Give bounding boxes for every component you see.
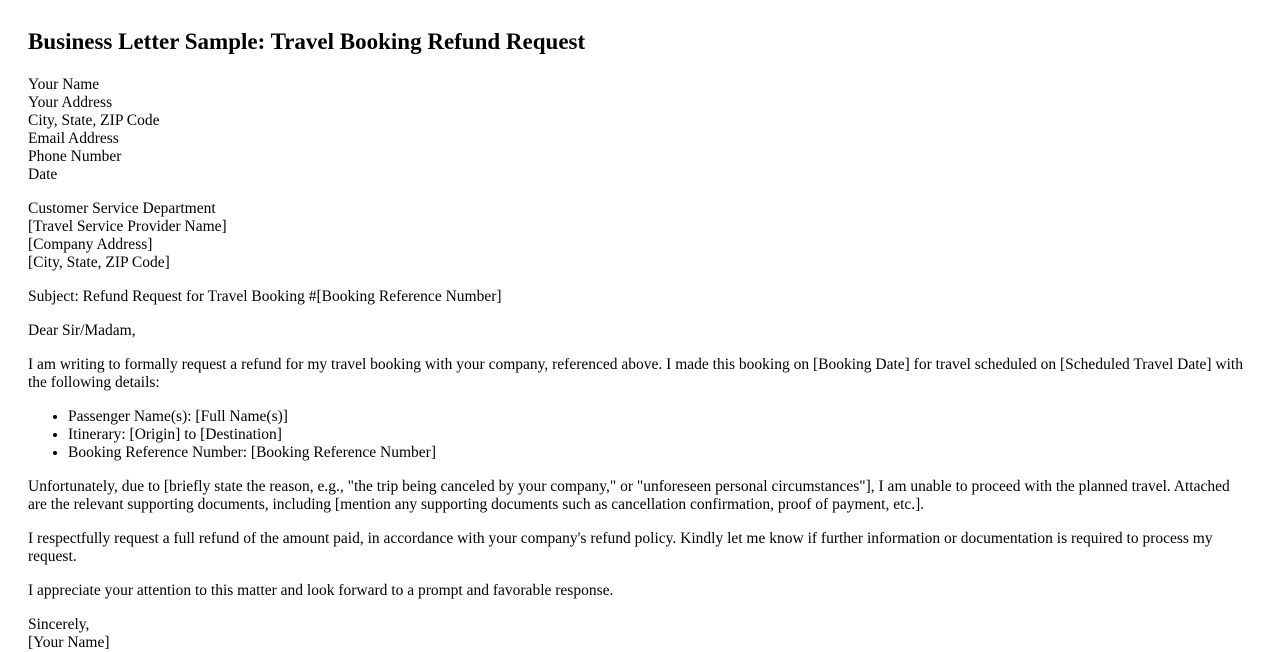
sender-city-state-zip: City, State, ZIP Code <box>28 112 160 129</box>
salutation: Dear Sir/Madam, <box>28 322 136 339</box>
recipient-address-block <box>28 200 1250 272</box>
body-paragraph-reason: Unfortunately, due to [briefly state the reason, e.g., "the trip being canceled by your company," or "unforeseen personal circumstances"], I am unable to proceed with the planned travel. Attached are the relevant supporting documents, including [mention any supporting documents such as cancellation confirmation, proof of payment, etc.]. <box>28 478 1230 513</box>
closing-signature-name: [Your Name] <box>28 634 110 651</box>
sender-name: Your Name <box>28 76 100 93</box>
sender-email: Email Address <box>28 130 119 147</box>
closing-valediction: Sincerely, <box>28 616 90 633</box>
body-paragraph-appreciation: I appreciate your attention to this matter and look forward to a prompt and favorable response. <box>28 582 614 599</box>
recipient-company-name: [Travel Service Provider Name] <box>28 218 227 235</box>
subject-line: Subject: Refund Request for Travel Booking #[Booking Reference Number] <box>28 288 502 305</box>
list-item-booking-reference: • Booking Reference Number: [Booking Reference Number] <box>68 444 1250 462</box>
sender-address: Your Address <box>28 94 113 111</box>
body-paragraph-intro: I am writing to formally request a refund for my travel booking with your company, referenced above. I made this booking on [Booking Date] for travel scheduled on [Scheduled Travel Date] with the following details: <box>28 356 1243 391</box>
page-title: Business Letter Sample: Travel Booking Refund Request <box>28 29 586 54</box>
sender-address-block <box>28 76 1250 184</box>
list-item-passenger-names: • Passenger Name(s): [Full Name(s)] <box>68 408 1250 426</box>
closing-block <box>28 616 1250 652</box>
recipient-department: Customer Service Department <box>28 200 216 217</box>
body-paragraph-request: I respectfully request a full refund of the amount paid, in accordance with your company's refund policy. Kindly let me know if further information or documentation is required to process my request. <box>28 530 1213 565</box>
list-item-itinerary: • Itinerary: [Origin] to [Destination] <box>68 426 1250 444</box>
letter-date: Date <box>28 166 58 183</box>
recipient-company-address: [Company Address] <box>28 236 153 253</box>
booking-details-list <box>28 408 1250 462</box>
sender-phone: Phone Number <box>28 148 122 165</box>
recipient-city-state-zip: [City, State, ZIP Code] <box>28 254 170 271</box>
